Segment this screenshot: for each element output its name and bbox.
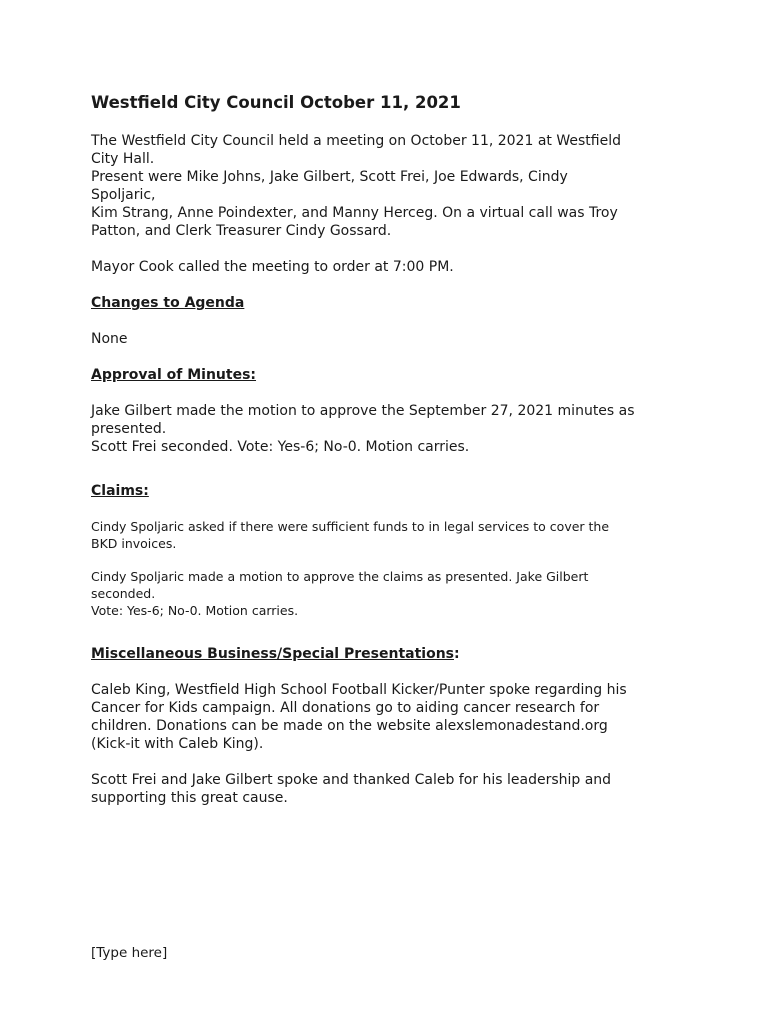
footer-placeholder: [Type here] (91, 945, 168, 961)
approval-of-minutes-body (91, 402, 691, 456)
changes-to-agenda-heading (91, 294, 691, 312)
claims-line: seconded. (91, 586, 156, 601)
document-page (91, 92, 691, 825)
intro-line: Present were Mike Johns, Jake Gilbert, Scott Frei, Joe Edwards, Cindy (91, 169, 568, 185)
document-title: Westfield City Council October 11, 2021 (91, 93, 461, 112)
misc-line: (Kick-it with Caleb King). (91, 736, 264, 752)
misc-paragraph-1 (91, 681, 691, 753)
intro-line: City Hall. (91, 151, 155, 167)
call-to-order: Mayor Cook called the meeting to order at 7:00 PM. (91, 259, 454, 275)
changes-to-agenda-heading-text: Changes to Agenda (91, 295, 245, 311)
intro-line: Spoljaric, (91, 187, 156, 203)
claims-paragraph-1 (91, 518, 691, 552)
claims-heading (91, 482, 691, 500)
claims-heading-text: Claims: (91, 483, 149, 499)
claims-paragraph-2 (91, 568, 691, 619)
misc-heading (91, 645, 691, 663)
claims-line: Cindy Spoljaric made a motion to approve the claims as presented. Jake Gilbert (91, 569, 589, 584)
intro-paragraph (91, 132, 691, 240)
intro-line: Kim Strang, Anne Poindexter, and Manny Herceg. On a virtual call was Troy (91, 205, 618, 221)
misc-heading-text: Miscellaneous Business/Special Presentations (91, 646, 454, 662)
approval-line: Scott Frei seconded. Vote: Yes-6; No-0. Motion carries. (91, 439, 470, 455)
approval-line: Jake Gilbert made the motion to approve the September 27, 2021 minutes as (91, 403, 635, 419)
claims-line: BKD invoices. (91, 536, 177, 551)
approval-of-minutes-heading (91, 366, 691, 384)
misc-line: supporting this great cause. (91, 790, 288, 806)
claims-line: Cindy Spoljaric asked if there were sufficient funds to in legal services to cover the (91, 519, 610, 534)
changes-to-agenda-body: None (91, 331, 128, 347)
misc-heading-suffix: : (454, 646, 460, 662)
approval-line: presented. (91, 421, 167, 437)
misc-line: children. Donations can be made on the website alexslemonadestand.org (91, 718, 608, 734)
intro-line: The Westfield City Council held a meeting on October 11, 2021 at Westfield (91, 133, 621, 149)
misc-paragraph-2 (91, 771, 691, 807)
approval-of-minutes-heading-text: Approval of Minutes: (91, 367, 257, 383)
misc-line: Caleb King, Westfield High School Football Kicker/Punter spoke regarding his (91, 682, 627, 698)
misc-line: Scott Frei and Jake Gilbert spoke and thanked Caleb for his leadership and (91, 772, 612, 788)
claims-line: Vote: Yes-6; No-0. Motion carries. (91, 603, 299, 618)
misc-line: Cancer for Kids campaign. All donations go to aiding cancer research for (91, 700, 600, 716)
intro-line: Patton, and Clerk Treasurer Cindy Gossard. (91, 223, 392, 239)
